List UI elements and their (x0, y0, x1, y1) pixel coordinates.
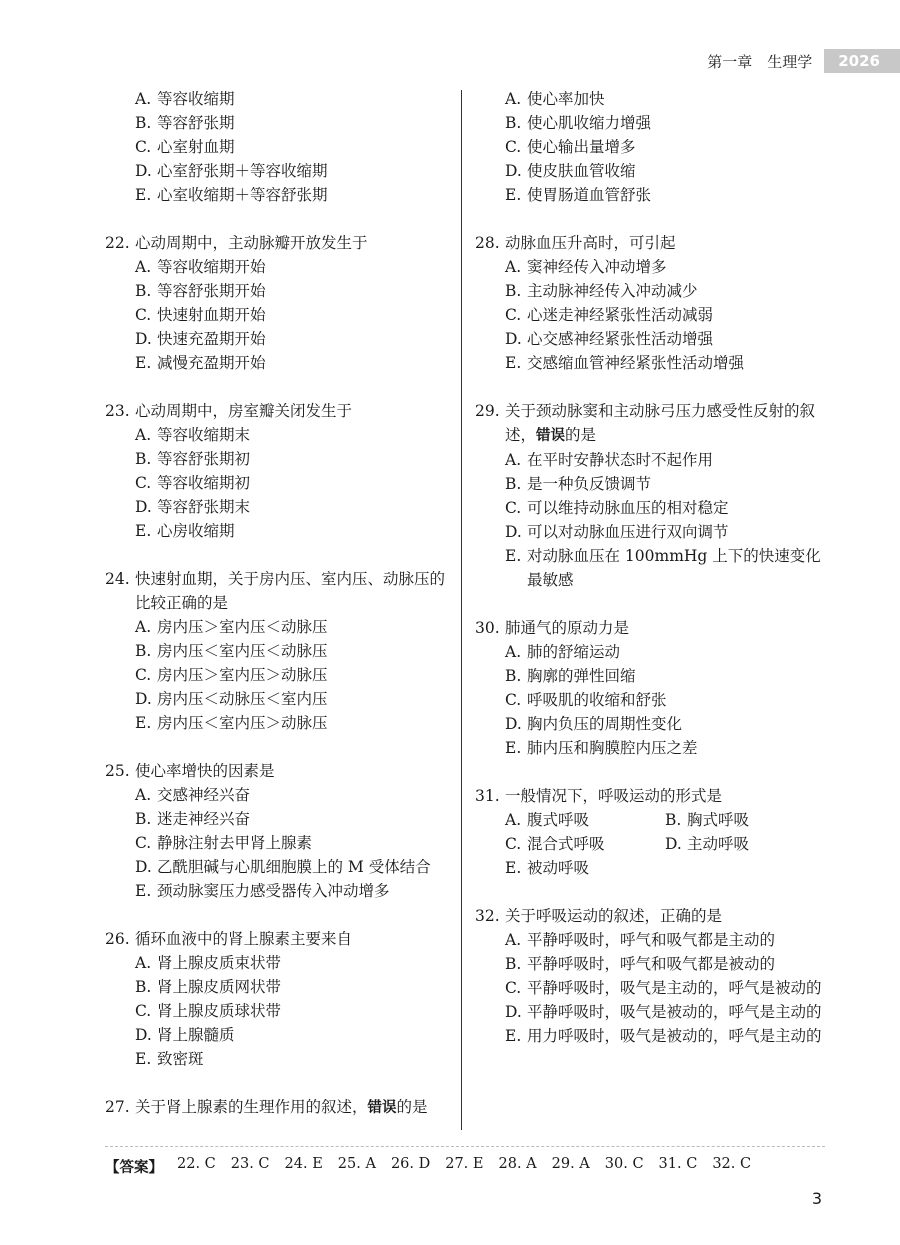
question-32 (475, 904, 825, 1048)
question-stem: 29. 关于颈动脉窦和主动脉弓压力感受性反射的叙述，错误的是 (475, 402, 816, 444)
option: D. 心室舒张期＋等容收缩期 (135, 162, 328, 180)
answer-divider (105, 1146, 825, 1147)
question-stem: 25. 使心率增快的因素是 (105, 762, 275, 780)
option: E. 被动呼吸 (505, 859, 590, 877)
answer-key (105, 1156, 766, 1177)
option: C. 肾上腺皮质球状带 (135, 1002, 282, 1020)
option: C. 混合式呼吸 (505, 835, 605, 853)
answer-key-label: 【答案】 (105, 1160, 163, 1176)
option: A. 等容收缩期 (135, 90, 235, 108)
emphasis-wrong: 错误 (536, 428, 566, 444)
option: D. 使皮肤血管收缩 (505, 162, 636, 180)
option: B. 是一种负反馈调节 (505, 475, 652, 493)
option: E. 对动脉血压在 100mmHg 上下的快速变化最敏感 (505, 547, 821, 589)
answer-item: 22. C (177, 1156, 216, 1172)
answer-item: 32. C (712, 1156, 752, 1172)
option: A. 肺的舒缩运动 (505, 643, 621, 661)
answer-item: 28. A (498, 1156, 537, 1172)
option: A. 等容收缩期末 (135, 426, 251, 444)
option: E. 肺内压和胸膜腔内压之差 (505, 739, 698, 757)
option: E. 使胃肠道血管舒张 (505, 186, 652, 204)
answer-item: 26. D (390, 1156, 431, 1172)
question-23 (105, 399, 450, 543)
option: B. 迷走神经兴奋 (135, 810, 251, 828)
question-stem: 31. 一般情况下，呼吸运动的形式是 (475, 787, 723, 805)
option: C. 静脉注射去甲肾上腺素 (135, 834, 313, 852)
option: A. 房内压＞室内压＜动脉压 (135, 618, 328, 636)
option: B. 胸廓的弹性回缩 (505, 667, 636, 685)
option: D. 胸内负压的周期性变化 (505, 715, 683, 733)
option: E. 颈动脉窦压力感受器传入冲动增多 (135, 882, 390, 900)
question-stem: 32. 关于呼吸运动的叙述，正确的是 (475, 907, 723, 925)
option: B. 等容舒张期开始 (135, 282, 266, 300)
option: C. 呼吸肌的收缩和舒张 (505, 691, 667, 709)
question-24 (105, 567, 450, 735)
question-26 (105, 927, 450, 1071)
option: C. 等容收缩期初 (135, 474, 251, 492)
option: A. 腹式呼吸 (505, 811, 590, 829)
question-29 (475, 399, 825, 592)
question-27 (105, 1095, 450, 1120)
question-stem: 23. 心动周期中，房室瓣关闭发生于 (105, 402, 353, 420)
option: D. 可以对动脉血压进行双向调节 (505, 523, 729, 541)
option: A. 窦神经传入冲动增多 (505, 258, 667, 276)
option: B. 使心肌收缩力增强 (505, 114, 652, 132)
option: D. 主动呼吸 (665, 835, 750, 853)
option: D. 心交感神经紧张性活动增强 (505, 330, 714, 348)
page-header (707, 48, 900, 74)
option: C. 快速射血期开始 (135, 306, 266, 324)
option: C. 使心输出量增多 (505, 138, 636, 156)
page-number: 3 (811, 1189, 822, 1208)
question-stem: 30. 肺通气的原动力是 (475, 619, 630, 637)
option: D. 房内压＜动脉压＜室内压 (135, 690, 328, 708)
option: C. 平静呼吸时，吸气是主动的，呼气是被动的 (505, 979, 822, 997)
option: A. 使心率加快 (505, 90, 605, 108)
option: B. 平静呼吸时，呼气和吸气都是被动的 (505, 955, 776, 973)
option: D. 等容舒张期末 (135, 498, 251, 516)
answer-item: 25. A (337, 1156, 376, 1172)
column-divider (461, 90, 462, 1130)
option: A. 平静呼吸时，呼气和吸气都是主动的 (505, 931, 776, 949)
right-column (475, 87, 825, 1072)
question-25 (105, 759, 450, 903)
option: E. 房内压＜室内压＞动脉压 (135, 714, 328, 732)
option: A. 等容收缩期开始 (135, 258, 266, 276)
question-27-options (475, 87, 825, 207)
option-grid (475, 808, 825, 880)
option: A. 交感神经兴奋 (135, 786, 251, 804)
left-column (105, 87, 450, 1144)
option: B. 肾上腺皮质网状带 (135, 978, 282, 996)
option: C. 可以维持动脉血压的相对稳定 (505, 499, 729, 517)
question-31 (475, 784, 825, 880)
question-stem: 22. 心动周期中，主动脉瓣开放发生于 (105, 234, 368, 252)
chapter-title: 第一章 生理学 (707, 52, 813, 71)
option: B. 胸式呼吸 (665, 811, 750, 829)
answer-item: 31. C (658, 1156, 698, 1172)
option: E. 心房收缩期 (135, 522, 235, 540)
question-22 (105, 231, 450, 375)
option: C. 心迷走神经紧张性活动减弱 (505, 306, 714, 324)
emphasis-wrong: 错误 (367, 1100, 397, 1116)
question-stem: 28. 动脉血压升高时，可引起 (475, 234, 676, 252)
answer-item: 27. E (445, 1156, 484, 1172)
question-stem: 26. 循环血液中的肾上腺素主要来自 (105, 930, 353, 948)
option: B. 主动脉神经传入冲动减少 (505, 282, 698, 300)
year-badge: 2026 (824, 49, 900, 73)
option: C. 心室射血期 (135, 138, 235, 156)
option: E. 心室收缩期＋等容舒张期 (135, 186, 328, 204)
answer-item: 30. C (604, 1156, 644, 1172)
option: A. 肾上腺皮质束状带 (135, 954, 282, 972)
question-30 (475, 616, 825, 760)
option: D. 肾上腺髓质 (135, 1026, 235, 1044)
option: E. 交感缩血管神经紧张性活动增强 (505, 354, 745, 372)
option: B. 房内压＜室内压＜动脉压 (135, 642, 328, 660)
option: E. 致密斑 (135, 1050, 204, 1068)
question-21-options (105, 87, 450, 207)
option: D. 乙酰胆碱与心肌细胞膜上的 M 受体结合 (135, 858, 431, 876)
option: D. 快速充盈期开始 (135, 330, 266, 348)
question-stem: 24. 快速射血期，关于房内压、室内压、动脉压的比较正确的是 (105, 570, 446, 612)
option: E. 用力呼吸时，吸气是被动的，呼气是主动的 (505, 1027, 822, 1045)
answer-item: 29. A (551, 1156, 590, 1172)
option: C. 房内压＞室内压＞动脉压 (135, 666, 328, 684)
answer-item: 24. E (284, 1156, 323, 1172)
option: B. 等容舒张期初 (135, 450, 251, 468)
answer-item: 23. C (230, 1156, 270, 1172)
question-28 (475, 231, 825, 375)
option: A. 在平时安静状态时不起作用 (505, 451, 714, 469)
option: B. 等容舒张期 (135, 114, 235, 132)
question-stem: 27. 关于肾上腺素的生理作用的叙述，错误的是 (105, 1098, 428, 1116)
option: D. 平静呼吸时，吸气是被动的，呼气是主动的 (505, 1003, 822, 1021)
option: E. 减慢充盈期开始 (135, 354, 266, 372)
